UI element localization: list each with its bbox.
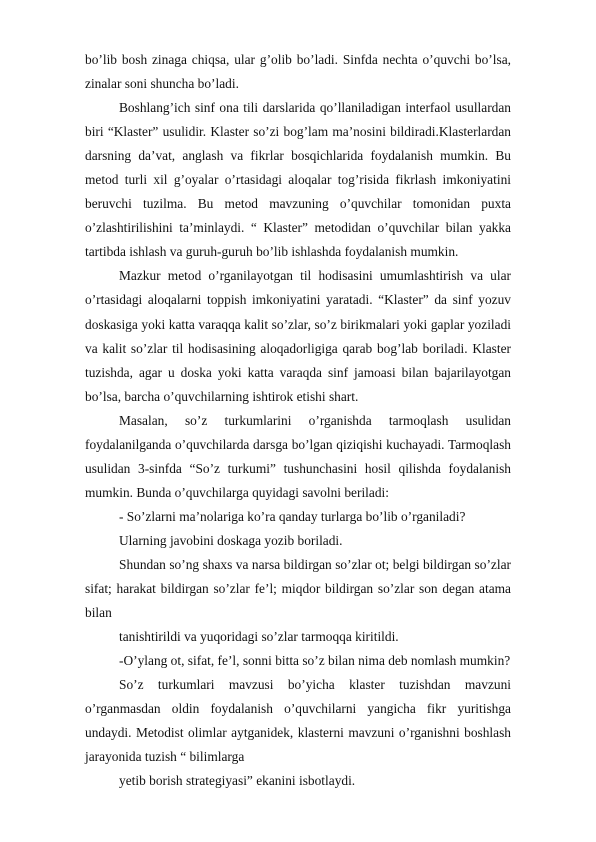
paragraph-terms: Shundan so’ng shaxs va narsa bildirgan so’zlar ot; belgi bildirgan so’zlar sifat; harakat bildirgan so’zlar fe’l; miqdor bildirgan so’zlar son degan atama bilan <box>85 556 511 621</box>
paragraph-terms-continued: tanishtirildi va yuqoridagi so’zlar tarmoqqa kiritildi. <box>119 629 399 645</box>
document-page <box>85 48 511 793</box>
paragraph-methodists: So’z turkumlari mavzusi bo’yicha klaster tuzishdan mavzuni o’rganmasdan oldin foydalanish o’quvchilarni yangicha fikr yuritishga undaydi. Metodist olimlar aytganidek, klasterni mavzuni o’rganishni boshlash jarayonida tuzish “ bilimlarga <box>85 677 511 765</box>
paragraph-klaster-method: Mazkur metod o’rganilayotgan til hodisasini umumlashtirish va ular o’rtasidagi aloqalarni toppish imkoniyatini yaratadi. “Klaster” da sinf yozuv doskasiga yoki katta varaqqa kalit so’zlar, so’z birikmalari yoki gaplar yoziladi va kalit so’zlar til hodisasining aloqadorligiga qarab bog’lab boriladi. Klaster tuzishda, agar u doska yoki katta varaqda sinf jamoasi bilan bajarilayotgan bo’lsa, barcha o’quvchilarning ishtirok etishi shart. <box>85 268 511 404</box>
paragraph-word-classes: Masalan, so’z turkumlarini o’rganishda tarmoqlash usulidan foydalanilganda o’quvchilarda darsga bo’lgan qiziqishi kuchayadi. Tarmoqlash usulidan 3-sinfda “So’z turkumi” tushunchasini hosil qilishda foydalanish mumkin. Bunda o’quvchilarga quyidagi savolni beriladi: <box>85 412 511 500</box>
paragraph-answers: Ularning javobini doskaga yozib boriladi. <box>119 532 343 548</box>
paragraph-strategy: yetib borish strategiyasi” ekanini isbotlaydi. <box>119 773 356 789</box>
paragraph-question: - So’zlarni ma’nolariga ko’ra qanday turlarga bo’lib o’rganiladi? <box>119 508 466 524</box>
paragraph-klaster-intro: Boshlang’ich sinf ona tili darslarida qo’llaniladigan interfaol usullardan biri “Klaster” usulidir. Klaster so’zi bog’lam ma’nosini bildiradi.Klasterlardan darsning da’vat, anglash va fikrlar bosqichlarida foydalanish mumkin. Bu metod turli xil g’oyalar o’rtasidagi aloqalar tog’risida fikrlash imkoniyatini beruvchi tuzilma. Bu metod mavzuning o’quvchilar tomonidan puxta o’zlashtirilishini ta’minlaydi. “ Klaster” metodidan o’quvchilar bilan yakka tartibda ishlash va guruh-guruh bo’lib ishlashda foydalanish mumkin. <box>85 100 511 260</box>
paragraph-naming-question: -O’ylang ot, sifat, fe’l, sonni bitta so’z bilan nima deb nomlash mumkin? <box>119 653 511 669</box>
paragraph-continuation: bo’lib bosh zinaga chiqsa, ular g’olib bo’ladi. Sinfda nechta o’quvchi bo’lsa, zinalar soni shuncha bo’ladi. <box>85 52 511 92</box>
